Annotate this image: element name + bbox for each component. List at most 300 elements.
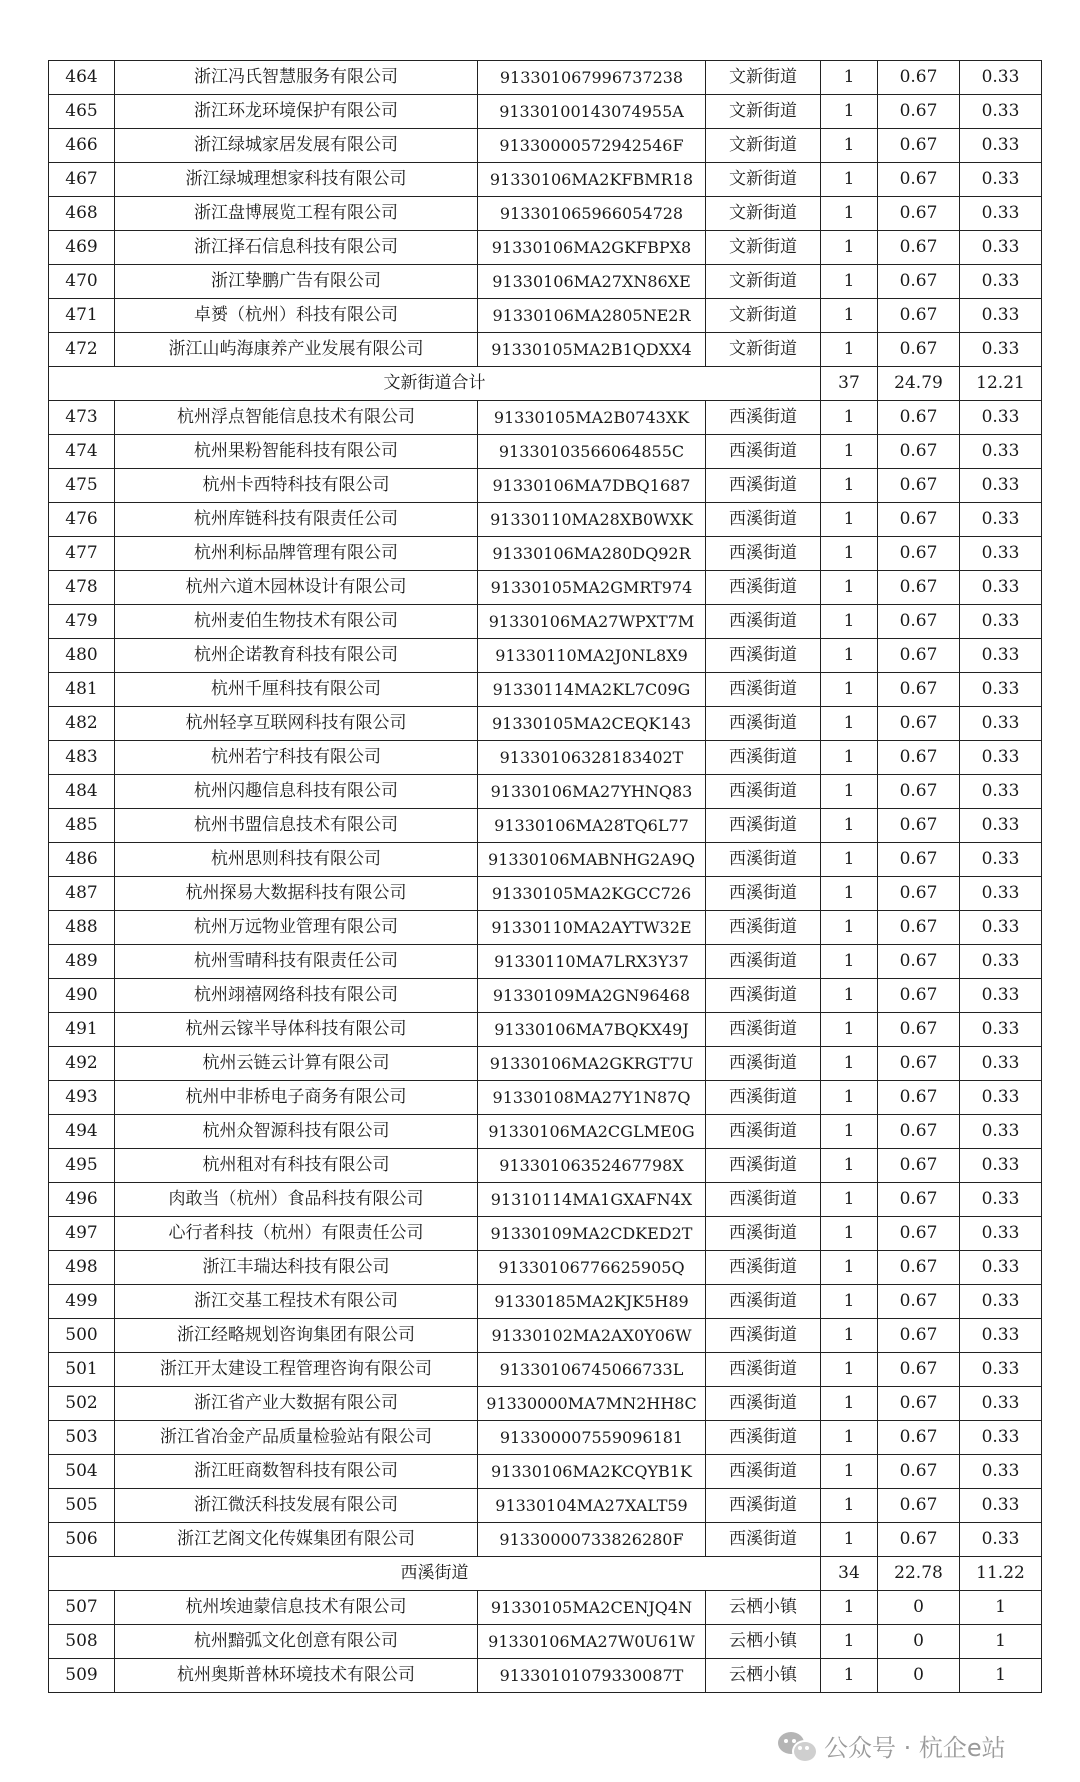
value-a-cell: 0.67 — [878, 1183, 960, 1217]
row-number: 507 — [49, 1591, 115, 1625]
table-row — [49, 1353, 1042, 1387]
credit-code: 91330109MA2CDKED2T — [478, 1217, 706, 1251]
count-cell: 1 — [821, 809, 878, 843]
count-cell: 1 — [821, 1489, 878, 1523]
count-cell: 1 — [821, 299, 878, 333]
count-cell: 1 — [821, 1081, 878, 1115]
value-b-cell: 0.33 — [960, 979, 1042, 1013]
value-a-cell: 0.67 — [878, 1319, 960, 1353]
company-name: 杭州探易大数据科技有限公司 — [115, 877, 478, 911]
company-name: 浙江盘博展览工程有限公司 — [115, 197, 478, 231]
table-row — [49, 1081, 1042, 1115]
row-number: 491 — [49, 1013, 115, 1047]
table-row — [49, 197, 1042, 231]
value-a-cell: 0.67 — [878, 707, 960, 741]
value-a-cell: 0.67 — [878, 503, 960, 537]
street-name: 西溪街道 — [706, 401, 821, 435]
company-name: 浙江省冶金产品质量检验站有限公司 — [115, 1421, 478, 1455]
company-name: 浙江旺商数智科技有限公司 — [115, 1455, 478, 1489]
company-name: 浙江交基工程技术有限公司 — [115, 1285, 478, 1319]
street-name: 西溪街道 — [706, 1013, 821, 1047]
value-b-cell: 0.33 — [960, 1251, 1042, 1285]
company-name: 浙江绿城理想家科技有限公司 — [115, 163, 478, 197]
value-b-cell: 0.33 — [960, 1523, 1042, 1557]
row-number: 475 — [49, 469, 115, 503]
value-a-cell: 0.67 — [878, 197, 960, 231]
count-cell: 1 — [821, 1591, 878, 1625]
credit-code: 91330103566064855C — [478, 435, 706, 469]
subtotal-value-a: 24.79 — [878, 367, 960, 401]
count-cell: 1 — [821, 707, 878, 741]
table-row — [49, 1489, 1042, 1523]
count-cell: 1 — [821, 1149, 878, 1183]
row-number: 488 — [49, 911, 115, 945]
value-a-cell: 0.67 — [878, 61, 960, 95]
table-row — [49, 333, 1042, 367]
table-row — [49, 503, 1042, 537]
row-number: 477 — [49, 537, 115, 571]
value-b-cell: 0.33 — [960, 1047, 1042, 1081]
company-name: 杭州若宁科技有限公司 — [115, 741, 478, 775]
value-a-cell: 0.67 — [878, 129, 960, 163]
company-name: 杭州闪趣信息科技有限公司 — [115, 775, 478, 809]
street-name: 文新街道 — [706, 333, 821, 367]
value-b-cell: 1 — [960, 1659, 1042, 1693]
table-row — [49, 1387, 1042, 1421]
company-name: 杭州卡西特科技有限公司 — [115, 469, 478, 503]
table-row — [49, 1523, 1042, 1557]
company-name: 杭州利标品牌管理有限公司 — [115, 537, 478, 571]
street-name: 西溪街道 — [706, 1081, 821, 1115]
street-name: 西溪街道 — [706, 843, 821, 877]
company-name: 浙江省产业大数据有限公司 — [115, 1387, 478, 1421]
watermark — [778, 1725, 1006, 1765]
subtotal-count: 34 — [821, 1557, 878, 1591]
value-b-cell: 0.33 — [960, 639, 1042, 673]
row-number: 472 — [49, 333, 115, 367]
street-name: 西溪街道 — [706, 1353, 821, 1387]
wechat-icon — [778, 1730, 814, 1760]
table-row — [49, 605, 1042, 639]
street-name: 西溪街道 — [706, 1217, 821, 1251]
row-number: 492 — [49, 1047, 115, 1081]
street-name: 文新街道 — [706, 231, 821, 265]
credit-code: 91330106MA2GKRGT7U — [478, 1047, 706, 1081]
table-row — [49, 265, 1042, 299]
count-cell: 1 — [821, 1115, 878, 1149]
subtotal-label: 文新街道合计 — [49, 367, 821, 401]
company-name: 心行者科技（杭州）有限责任公司 — [115, 1217, 478, 1251]
count-cell: 1 — [821, 265, 878, 299]
row-number: 480 — [49, 639, 115, 673]
count-cell: 1 — [821, 401, 878, 435]
table-row — [49, 1183, 1042, 1217]
value-b-cell: 0.33 — [960, 1353, 1042, 1387]
table-row — [49, 911, 1042, 945]
row-number: 496 — [49, 1183, 115, 1217]
credit-code: 913301067996737238 — [478, 61, 706, 95]
value-b-cell: 0.33 — [960, 1013, 1042, 1047]
credit-code: 91330106MA2KFBMR18 — [478, 163, 706, 197]
row-number: 505 — [49, 1489, 115, 1523]
company-table — [48, 60, 1042, 1693]
street-name: 西溪街道 — [706, 1251, 821, 1285]
company-name: 杭州企诺教育科技有限公司 — [115, 639, 478, 673]
table-row — [49, 1591, 1042, 1625]
credit-code: 91330104MA27XALT59 — [478, 1489, 706, 1523]
count-cell: 1 — [821, 639, 878, 673]
row-number: 489 — [49, 945, 115, 979]
table-row — [49, 1217, 1042, 1251]
street-name: 云栖小镇 — [706, 1591, 821, 1625]
street-name: 云栖小镇 — [706, 1625, 821, 1659]
value-a-cell: 0.67 — [878, 435, 960, 469]
value-a-cell: 0.67 — [878, 1251, 960, 1285]
row-number: 509 — [49, 1659, 115, 1693]
value-b-cell: 0.33 — [960, 1455, 1042, 1489]
value-b-cell: 0.33 — [960, 911, 1042, 945]
table-row — [49, 1319, 1042, 1353]
value-b-cell: 0.33 — [960, 945, 1042, 979]
credit-code: 91330114MA2KL7C09G — [478, 673, 706, 707]
company-name: 肉敢当（杭州）食品科技有限公司 — [115, 1183, 478, 1217]
street-name: 西溪街道 — [706, 673, 821, 707]
street-name: 西溪街道 — [706, 877, 821, 911]
table-row — [49, 537, 1042, 571]
value-a-cell: 0.67 — [878, 231, 960, 265]
credit-code: 91310114MA1GXAFN4X — [478, 1183, 706, 1217]
row-number: 490 — [49, 979, 115, 1013]
row-number: 476 — [49, 503, 115, 537]
count-cell: 1 — [821, 877, 878, 911]
row-number: 471 — [49, 299, 115, 333]
count-cell: 1 — [821, 1183, 878, 1217]
credit-code: 91330106MA28TQ6L77 — [478, 809, 706, 843]
row-number: 487 — [49, 877, 115, 911]
count-cell: 1 — [821, 1353, 878, 1387]
value-b-cell: 0.33 — [960, 1217, 1042, 1251]
count-cell: 1 — [821, 843, 878, 877]
street-name: 西溪街道 — [706, 1183, 821, 1217]
street-name: 西溪街道 — [706, 911, 821, 945]
street-name: 西溪街道 — [706, 571, 821, 605]
value-b-cell: 0.33 — [960, 537, 1042, 571]
value-b-cell: 0.33 — [960, 775, 1042, 809]
row-number: 484 — [49, 775, 115, 809]
credit-code: 91330106MA280DQ92R — [478, 537, 706, 571]
value-b-cell: 0.33 — [960, 231, 1042, 265]
table-row — [49, 61, 1042, 95]
row-number: 504 — [49, 1455, 115, 1489]
credit-code: 91330000733826280F — [478, 1523, 706, 1557]
company-name: 杭州奥斯普林环境技术有限公司 — [115, 1659, 478, 1693]
company-name: 浙江冯氏智慧服务有限公司 — [115, 61, 478, 95]
table-row — [49, 1455, 1042, 1489]
credit-code: 91330106MA2KCQYB1K — [478, 1455, 706, 1489]
credit-code: 91330106MA27XN86XE — [478, 265, 706, 299]
subtotal-label: 西溪街道 — [49, 1557, 821, 1591]
value-b-cell: 0.33 — [960, 95, 1042, 129]
value-a-cell: 0.67 — [878, 809, 960, 843]
street-name: 西溪街道 — [706, 1455, 821, 1489]
street-name: 西溪街道 — [706, 605, 821, 639]
credit-code: 91330101079330087T — [478, 1659, 706, 1693]
street-name: 文新街道 — [706, 163, 821, 197]
table-row — [49, 843, 1042, 877]
credit-code: 91330110MA7LRX3Y37 — [478, 945, 706, 979]
row-number: 467 — [49, 163, 115, 197]
value-a-cell: 0.67 — [878, 1455, 960, 1489]
row-number: 478 — [49, 571, 115, 605]
value-a-cell: 0.67 — [878, 1217, 960, 1251]
row-number: 494 — [49, 1115, 115, 1149]
value-a-cell: 0.67 — [878, 605, 960, 639]
table-row — [49, 979, 1042, 1013]
street-name: 西溪街道 — [706, 435, 821, 469]
count-cell: 1 — [821, 1421, 878, 1455]
value-b-cell: 0.33 — [960, 707, 1042, 741]
value-a-cell: 0.67 — [878, 1353, 960, 1387]
street-name: 西溪街道 — [706, 1523, 821, 1557]
row-number: 482 — [49, 707, 115, 741]
company-name: 杭州轻享互联网科技有限公司 — [115, 707, 478, 741]
value-a-cell: 0.67 — [878, 95, 960, 129]
row-number: 493 — [49, 1081, 115, 1115]
count-cell: 1 — [821, 1047, 878, 1081]
street-name: 西溪街道 — [706, 979, 821, 1013]
credit-code: 91330106MA27W0U61W — [478, 1625, 706, 1659]
value-b-cell: 0.33 — [960, 435, 1042, 469]
subtotal-count: 37 — [821, 367, 878, 401]
value-b-cell: 1 — [960, 1591, 1042, 1625]
count-cell: 1 — [821, 469, 878, 503]
credit-code: 91330106328183402T — [478, 741, 706, 775]
credit-code: 91330106352467798X — [478, 1149, 706, 1183]
count-cell: 1 — [821, 333, 878, 367]
street-name: 西溪街道 — [706, 537, 821, 571]
company-name: 杭州云镓半导体科技有限公司 — [115, 1013, 478, 1047]
street-name: 文新街道 — [706, 299, 821, 333]
value-b-cell: 0.33 — [960, 1081, 1042, 1115]
value-a-cell: 0.67 — [878, 741, 960, 775]
street-name: 西溪街道 — [706, 1047, 821, 1081]
table-row — [49, 299, 1042, 333]
street-name: 西溪街道 — [706, 1149, 821, 1183]
row-number: 470 — [49, 265, 115, 299]
street-name: 西溪街道 — [706, 1319, 821, 1353]
row-number: 501 — [49, 1353, 115, 1387]
count-cell: 1 — [821, 945, 878, 979]
value-b-cell: 0.33 — [960, 843, 1042, 877]
row-number: 508 — [49, 1625, 115, 1659]
count-cell: 1 — [821, 1523, 878, 1557]
street-name: 西溪街道 — [706, 809, 821, 843]
company-name: 浙江丰瑞达科技有限公司 — [115, 1251, 478, 1285]
credit-code: 91330106MABNHG2A9Q — [478, 843, 706, 877]
credit-code: 91330110MA2AYTW32E — [478, 911, 706, 945]
credit-code: 913300007559096181 — [478, 1421, 706, 1455]
company-name: 卓赟（杭州）科技有限公司 — [115, 299, 478, 333]
credit-code: 91330106MA7BQKX49J — [478, 1013, 706, 1047]
credit-code: 91330185MA2KJK5H89 — [478, 1285, 706, 1319]
table-row — [49, 95, 1042, 129]
value-b-cell: 0.33 — [960, 333, 1042, 367]
table-row — [49, 571, 1042, 605]
count-cell: 1 — [821, 571, 878, 605]
value-b-cell: 0.33 — [960, 61, 1042, 95]
value-b-cell: 0.33 — [960, 1421, 1042, 1455]
value-b-cell: 0.33 — [960, 877, 1042, 911]
credit-code: 91330106MA27YHNQ83 — [478, 775, 706, 809]
street-name: 文新街道 — [706, 265, 821, 299]
table-row — [49, 469, 1042, 503]
row-number: 495 — [49, 1149, 115, 1183]
value-a-cell: 0 — [878, 1659, 960, 1693]
credit-code: 91330105MA2GMRT974 — [478, 571, 706, 605]
table-row — [49, 1421, 1042, 1455]
subtotal-row — [49, 1557, 1042, 1591]
credit-code: 91330100143074955A — [478, 95, 706, 129]
count-cell: 1 — [821, 435, 878, 469]
company-name: 杭州浮点智能信息技术有限公司 — [115, 401, 478, 435]
table-row — [49, 1625, 1042, 1659]
table-row — [49, 163, 1042, 197]
table-row — [49, 1659, 1042, 1693]
table-row — [49, 775, 1042, 809]
watermark-text: 公众号 · 杭企e站 — [824, 1733, 1006, 1762]
value-a-cell: 0.67 — [878, 299, 960, 333]
value-b-cell: 0.33 — [960, 197, 1042, 231]
value-b-cell: 0.33 — [960, 1489, 1042, 1523]
company-name: 杭州书盟信息技术有限公司 — [115, 809, 478, 843]
table-row — [49, 945, 1042, 979]
company-name: 杭州埃迪蒙信息技术有限公司 — [115, 1591, 478, 1625]
value-a-cell: 0.67 — [878, 1047, 960, 1081]
table-row — [49, 435, 1042, 469]
street-name: 文新街道 — [706, 129, 821, 163]
count-cell: 1 — [821, 1217, 878, 1251]
value-a-cell: 0.67 — [878, 673, 960, 707]
company-name: 杭州六道木园林设计有限公司 — [115, 571, 478, 605]
credit-code: 91330106745066733L — [478, 1353, 706, 1387]
street-name: 文新街道 — [706, 197, 821, 231]
company-name: 杭州黯弧文化创意有限公司 — [115, 1625, 478, 1659]
table-row — [49, 877, 1042, 911]
value-a-cell: 0.67 — [878, 877, 960, 911]
value-a-cell: 0.67 — [878, 911, 960, 945]
table-row — [49, 639, 1042, 673]
value-b-cell: 0.33 — [960, 741, 1042, 775]
company-name: 浙江微沃科技发展有限公司 — [115, 1489, 478, 1523]
table-row — [49, 1149, 1042, 1183]
table-row — [49, 231, 1042, 265]
company-name: 浙江山屿海康养产业发展有限公司 — [115, 333, 478, 367]
value-a-cell: 0.67 — [878, 843, 960, 877]
table-row — [49, 707, 1042, 741]
value-b-cell: 0.33 — [960, 571, 1042, 605]
street-name: 西溪街道 — [706, 639, 821, 673]
value-a-cell: 0.67 — [878, 639, 960, 673]
company-name: 杭州库链科技有限责任公司 — [115, 503, 478, 537]
street-name: 西溪街道 — [706, 503, 821, 537]
company-name: 杭州麦伯生物技术有限公司 — [115, 605, 478, 639]
table-row — [49, 129, 1042, 163]
row-number: 497 — [49, 1217, 115, 1251]
value-b-cell: 0.33 — [960, 1285, 1042, 1319]
company-name: 浙江经略规划咨询集团有限公司 — [115, 1319, 478, 1353]
value-b-cell: 0.33 — [960, 1183, 1042, 1217]
count-cell: 1 — [821, 231, 878, 265]
credit-code: 91330000572942546F — [478, 129, 706, 163]
value-b-cell: 0.33 — [960, 129, 1042, 163]
value-b-cell: 0.33 — [960, 809, 1042, 843]
table-row — [49, 401, 1042, 435]
count-cell: 1 — [821, 537, 878, 571]
count-cell: 1 — [821, 741, 878, 775]
subtotal-value-a: 22.78 — [878, 1557, 960, 1591]
company-name: 杭州雪晴科技有限责任公司 — [115, 945, 478, 979]
row-number: 479 — [49, 605, 115, 639]
row-number: 499 — [49, 1285, 115, 1319]
value-b-cell: 0.33 — [960, 299, 1042, 333]
value-b-cell: 0.33 — [960, 1387, 1042, 1421]
count-cell: 1 — [821, 1319, 878, 1353]
count-cell: 1 — [821, 775, 878, 809]
row-number: 500 — [49, 1319, 115, 1353]
row-number: 466 — [49, 129, 115, 163]
value-b-cell: 0.33 — [960, 605, 1042, 639]
value-a-cell: 0 — [878, 1591, 960, 1625]
value-a-cell: 0.67 — [878, 401, 960, 435]
company-table-body — [49, 61, 1042, 1693]
wechat-icon-eye — [798, 1746, 802, 1750]
wechat-icon-eye — [805, 1746, 809, 1750]
company-name: 浙江开太建设工程管理咨询有限公司 — [115, 1353, 478, 1387]
credit-code: 91330000MA7MN2HH8C — [478, 1387, 706, 1421]
value-b-cell: 0.33 — [960, 673, 1042, 707]
row-number: 503 — [49, 1421, 115, 1455]
row-number: 468 — [49, 197, 115, 231]
value-b-cell: 0.33 — [960, 163, 1042, 197]
company-name: 浙江绿城家居发展有限公司 — [115, 129, 478, 163]
credit-code: 91330110MA2J0NL8X9 — [478, 639, 706, 673]
company-name: 杭州思则科技有限公司 — [115, 843, 478, 877]
credit-code: 91330105MA2B0743XK — [478, 401, 706, 435]
street-name: 西溪街道 — [706, 1115, 821, 1149]
value-a-cell: 0.67 — [878, 1523, 960, 1557]
value-b-cell: 0.33 — [960, 469, 1042, 503]
value-a-cell: 0.67 — [878, 1115, 960, 1149]
row-number: 481 — [49, 673, 115, 707]
street-name: 云栖小镇 — [706, 1659, 821, 1693]
row-number: 502 — [49, 1387, 115, 1421]
credit-code: 91330106MA2GKFBPX8 — [478, 231, 706, 265]
credit-code: 91330110MA28XB0WXK — [478, 503, 706, 537]
value-a-cell: 0.67 — [878, 775, 960, 809]
street-name: 西溪街道 — [706, 775, 821, 809]
street-name: 文新街道 — [706, 61, 821, 95]
credit-code: 91330109MA2GN96468 — [478, 979, 706, 1013]
value-b-cell: 0.33 — [960, 1115, 1042, 1149]
table-row — [49, 741, 1042, 775]
street-name: 西溪街道 — [706, 945, 821, 979]
credit-code: 913301065966054728 — [478, 197, 706, 231]
table-row — [49, 1013, 1042, 1047]
value-a-cell: 0.67 — [878, 1387, 960, 1421]
company-name: 杭州云链云计算有限公司 — [115, 1047, 478, 1081]
row-number: 474 — [49, 435, 115, 469]
value-a-cell: 0.67 — [878, 1421, 960, 1455]
